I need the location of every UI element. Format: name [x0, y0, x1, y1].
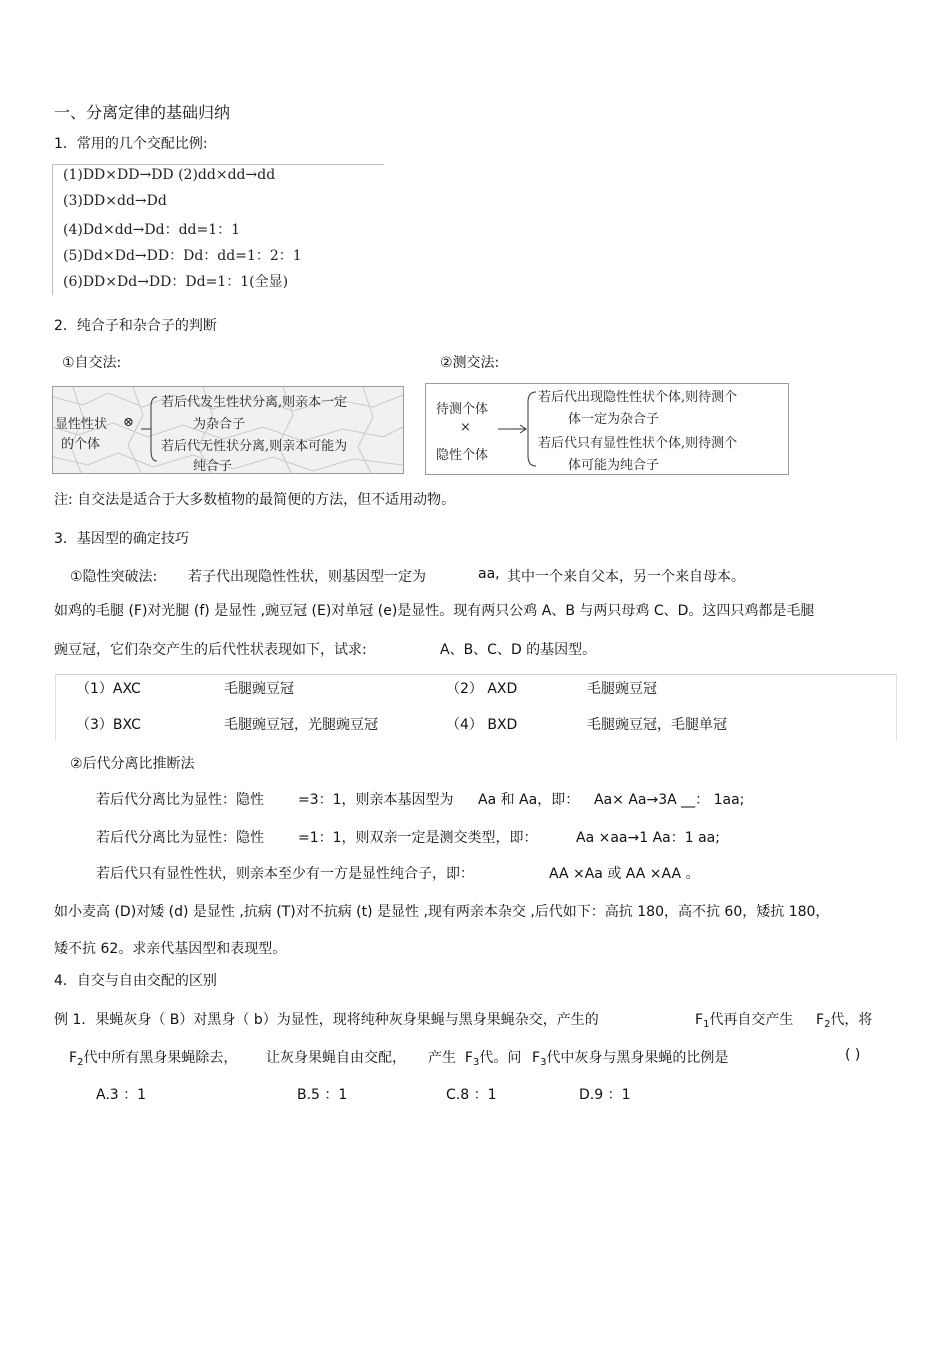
- q2-f3b: [532, 1047, 728, 1068]
- ratio-list-box: [52, 164, 384, 295]
- sec3-title: 3．基因型的确定技巧: [54, 531, 189, 547]
- test-left-2: 隐性个体: [436, 448, 489, 463]
- table-cell-cross: （1）AXC: [76, 681, 141, 697]
- test-cross-label: ②测交法:: [440, 355, 500, 371]
- f-symbol: F: [816, 1012, 825, 1028]
- q2-f3: [428, 1047, 521, 1068]
- chicken-example-line-2b: A、B、C、D 的基因型。: [440, 642, 597, 658]
- cross-symbol-icon: ×: [460, 420, 471, 435]
- test-bot-2: 体可能为纯合子: [568, 458, 660, 473]
- ratio-line-4: (5)Dd×Dd→DD：Dd：dd=1：2：1: [63, 248, 302, 264]
- q2-text-c: 产生: [428, 1050, 456, 1066]
- rule2-b: =1：1，则双亲一定是测交类型，即：: [298, 830, 538, 846]
- f-subscript: 3: [540, 1057, 547, 1068]
- f-symbol: F: [695, 1012, 704, 1028]
- option-b[interactable]: B.5 ：1: [297, 1087, 348, 1103]
- rule3-b: AA ×Aa 或 AA ×AA 。: [549, 866, 700, 882]
- chicken-example-line-1: 如鸡的毛腿 (F)对光腿 (f) 是显性 ,豌豆冠 (E)对单冠 (e)是显性。现有两只公鸡 A、B 与两只母鸡 C、D。这四只鸡都是毛腿: [54, 603, 815, 619]
- rule1-a: 若后代分离比为显性：隐性: [96, 792, 264, 808]
- table-cell-cross: （3）BXC: [76, 717, 141, 733]
- f-subscript: 1: [703, 1019, 710, 1030]
- q2-text-b: 让灰身果蝇自由交配，: [266, 1050, 406, 1066]
- sec1-title: 1．常用的几个交配比例:: [54, 136, 208, 152]
- option-a[interactable]: A.3 ：1: [96, 1087, 147, 1103]
- rule2-c: Aa ×aa→1 Aa：1 aa;: [576, 830, 720, 846]
- wheat-example-line-2: 矮不抗 62。求亲代基因型和表现型。: [54, 941, 287, 957]
- option-d[interactable]: D.9 ：1: [579, 1087, 631, 1103]
- self-top-2: 为杂合子: [193, 417, 246, 432]
- test-bot-1: 若后代只有显性性状个体,则待测个: [538, 436, 738, 451]
- table-cell-result: 毛腿豌豆冠，光腿豌豆冠: [224, 717, 378, 733]
- q1-f1: [695, 1009, 793, 1030]
- q2-text-a: 代中所有黑身果蝇除去，: [83, 1050, 238, 1066]
- sec4-title: 4．自交与自由交配的区别: [54, 973, 217, 989]
- test-left-1: 待测个体: [436, 402, 489, 417]
- rule2-a: 若后代分离比为显性：隐性: [96, 830, 264, 846]
- table-cell-result: 毛腿豌豆冠，毛腿单冠: [587, 717, 727, 733]
- method1-genotype: aa,: [478, 566, 500, 582]
- f-symbol: F: [69, 1050, 78, 1066]
- rule1-b: =3：1，则亲本基因型为: [298, 792, 454, 808]
- q1-f2-text: 代，将: [830, 1012, 873, 1028]
- sec2-title: 2．纯合子和杂合子的判断: [54, 318, 217, 334]
- q1-f1-text: 代再自交产生: [709, 1012, 794, 1028]
- ratio-line-2: (3)DD×dd→Dd: [63, 193, 167, 209]
- table-cell-result: 毛腿豌豆冠: [587, 681, 657, 697]
- f-symbol: F: [464, 1050, 473, 1066]
- test-cross-diagram: [425, 383, 789, 475]
- answer-parentheses: ( ): [845, 1047, 861, 1063]
- rule1-d: Aa× Aa→3A __： 1aa;: [594, 792, 745, 808]
- ratio-line-1: (1)DD×DD→DD (2)dd×dd→dd: [63, 167, 276, 183]
- wheat-example-line-1: 如小麦高 (D)对矮 (d) 是显性 ,抗病 (T)对不抗病 (t) 是显性 ,现有两亲本杂交 ,后代如下：高抗 180，高不抗 60，矮抗 180，: [54, 904, 830, 920]
- test-top-2: 体一定为杂合子: [568, 412, 660, 427]
- self-bot-2: 纯合子: [193, 459, 233, 474]
- ratio-line-5: (6)DD×Dd→DD：Dd=1：1(全显): [63, 274, 289, 290]
- section-heading: 一、分离定律的基础归纳: [54, 103, 231, 122]
- rule3-a: 若后代只有显性性状，则亲本至少有一方是显性纯合子，即：: [96, 866, 474, 882]
- method2-label: ②后代分离比推断法: [70, 756, 195, 772]
- self-bot-1: 若后代无性状分离,则亲本可能为: [161, 439, 348, 454]
- table-cell-cross: （2） AXD: [446, 681, 518, 697]
- q1-f2: [816, 1009, 872, 1030]
- f-subscript: 2: [824, 1019, 831, 1030]
- question1-text: 例 1．果蝇灰身（ B）对黑身（ b）为显性，现将纯种灰身果蝇与黑身果蝇杂交，产生的: [54, 1012, 599, 1028]
- q2-f2: [69, 1047, 237, 1068]
- arrow-brace-icon: [141, 387, 161, 473]
- cross-results-table: [55, 674, 897, 741]
- self-cross-note: 注: 自交法是适合于大多数植物的最简便的方法，但不适用动物。: [54, 492, 456, 508]
- method1-label: ①隐性突破法:: [70, 569, 158, 585]
- q2-text-d: 代。问: [479, 1050, 522, 1066]
- f-symbol: F: [532, 1050, 541, 1066]
- rule1-c: Aa 和 Aa，即：: [478, 792, 580, 808]
- test-top-1: 若后代出现隐性性状个体,则待测个: [538, 390, 738, 405]
- selfing-symbol-icon: ⊗: [123, 415, 134, 430]
- self-cross-diagram: [52, 386, 404, 474]
- table-cell-cross: （4） BXD: [446, 717, 518, 733]
- self-top-1: 若后代发生性状分离,则亲本一定: [161, 395, 348, 410]
- table-cell-result: 毛腿豌豆冠: [224, 681, 294, 697]
- chicken-example-line-2: 豌豆冠，它们杂交产生的后代性状表现如下，试求:: [54, 642, 367, 658]
- option-c[interactable]: C.8 ：1: [446, 1087, 497, 1103]
- q2-text-e: 代中灰身与黑身果蝇的比例是: [546, 1050, 729, 1066]
- self-left-2: 的个体: [61, 437, 101, 452]
- f-subscript: 3: [472, 1057, 480, 1068]
- f-subscript: 2: [77, 1057, 84, 1068]
- self-left-1: 显性性状: [55, 417, 108, 432]
- method1-text-2: 其中一个来自父本，另一个来自母本。: [507, 569, 745, 585]
- self-cross-label: ①自交法:: [62, 355, 122, 371]
- ratio-line-3: (4)Dd×dd→Dd：dd=1：1: [63, 222, 241, 238]
- method1-text: 若子代出现隐性性状，则基因型一定为: [188, 569, 426, 585]
- arrow-brace-icon: [498, 384, 538, 474]
